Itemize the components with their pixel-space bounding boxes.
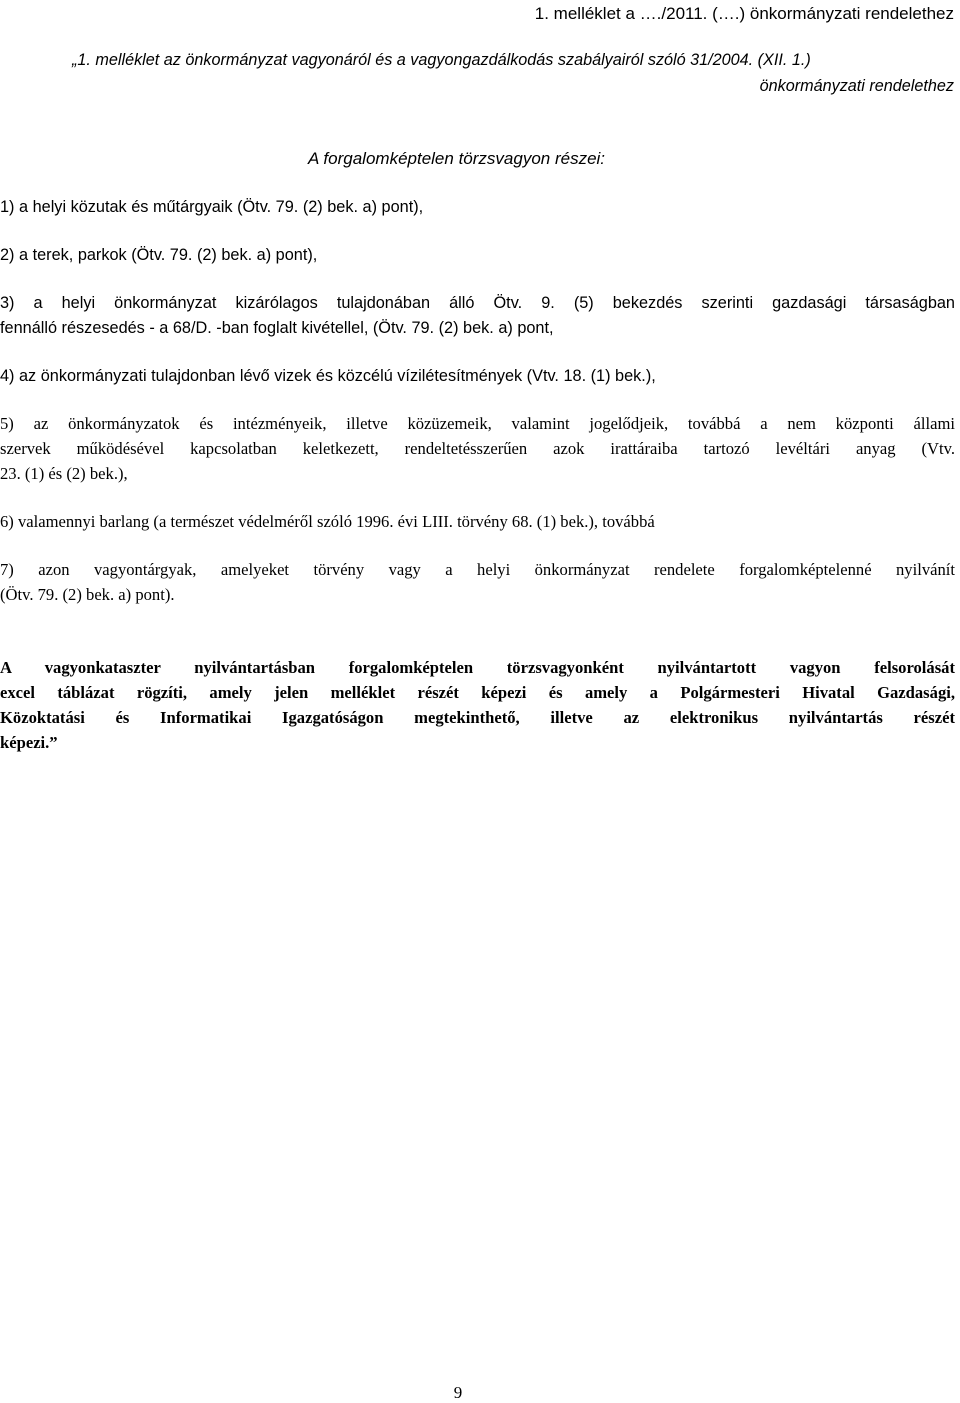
list-item-3-line-1: 3) a helyi önkormányzat kizárólagos tulajdonában álló Ötv. 9. (5) bekezdés szerinti gazdasági társaságban	[0, 294, 955, 312]
list-item-6: 6) valamennyi barlang (a természet védelméről szóló 1996. évi LIII. törvény 68. (1) bek.), továbbá	[0, 512, 655, 531]
list-item-4: 4) az önkormányzati tulajdonban lévő vizek és közcélú vízilétesítmények (Vtv. 18. (1) bek.),	[0, 367, 656, 385]
section-title: A forgalomképtelen törzsvagyon részei:	[308, 149, 606, 168]
closing-line-3: Közoktatási és Informatikai Igazgatóságon megtekinthető, illetve az elektronikus nyilvántartás részét	[0, 708, 955, 727]
list-item-5-line-1: 5) az önkormányzatok és intézményeik, illetve közüzemeik, valamint jogelődjeik, továbbá a nem központi állami	[0, 414, 955, 433]
subtitle-line-2: önkormányzati rendelethez	[759, 77, 954, 95]
list-item-5-line-2: szervek működésével kapcsolatban keletkezett, rendeltetésszerűen azok irattáraiba tartozó levéltári anyag (Vtv.	[0, 439, 955, 458]
list-item-1: 1) a helyi közutak és műtárgyaik (Ötv. 79. (2) bek. a) pont),	[0, 198, 424, 216]
subtitle-line-1: „1. melléklet az önkormányzat vagyonáról és a vagyongazdálkodás szabályairól szóló 31/2004. (XII. 1.)	[72, 51, 811, 69]
closing-line-4: képezi.”	[0, 733, 58, 752]
list-item-3-line-2: fennálló részesedés - a 68/D. -ban foglalt kivétellel, (Ötv. 79. (2) bek. a) pont,	[0, 319, 554, 337]
list-item-7-line-2: (Ötv. 79. (2) bek. a) pont).	[0, 585, 175, 604]
list-item-7-line-1: 7) azon vagyontárgyak, amelyeket törvény vagy a helyi önkormányzat rendelete forgalomképtelenné nyilvánít	[0, 560, 955, 579]
page-number: 9	[453, 1383, 463, 1402]
list-item-5-line-3: 23. (1) és (2) bek.),	[0, 464, 128, 483]
annex-reference: 1. melléklet a …./2011. (….) önkormányzati rendelethez	[534, 4, 954, 23]
closing-line-1: A vagyonkataszter nyilvántartásban forgalomképtelen törzsvagyonként nyilvántartott vagyon felsorolását	[0, 658, 955, 677]
closing-line-2: excel táblázat rögzíti, amely jelen melléklet részét képezi és amely a Polgármesteri Hivatal Gazdasági,	[0, 683, 955, 702]
list-item-2: 2) a terek, parkok (Ötv. 79. (2) bek. a) pont),	[0, 246, 318, 264]
